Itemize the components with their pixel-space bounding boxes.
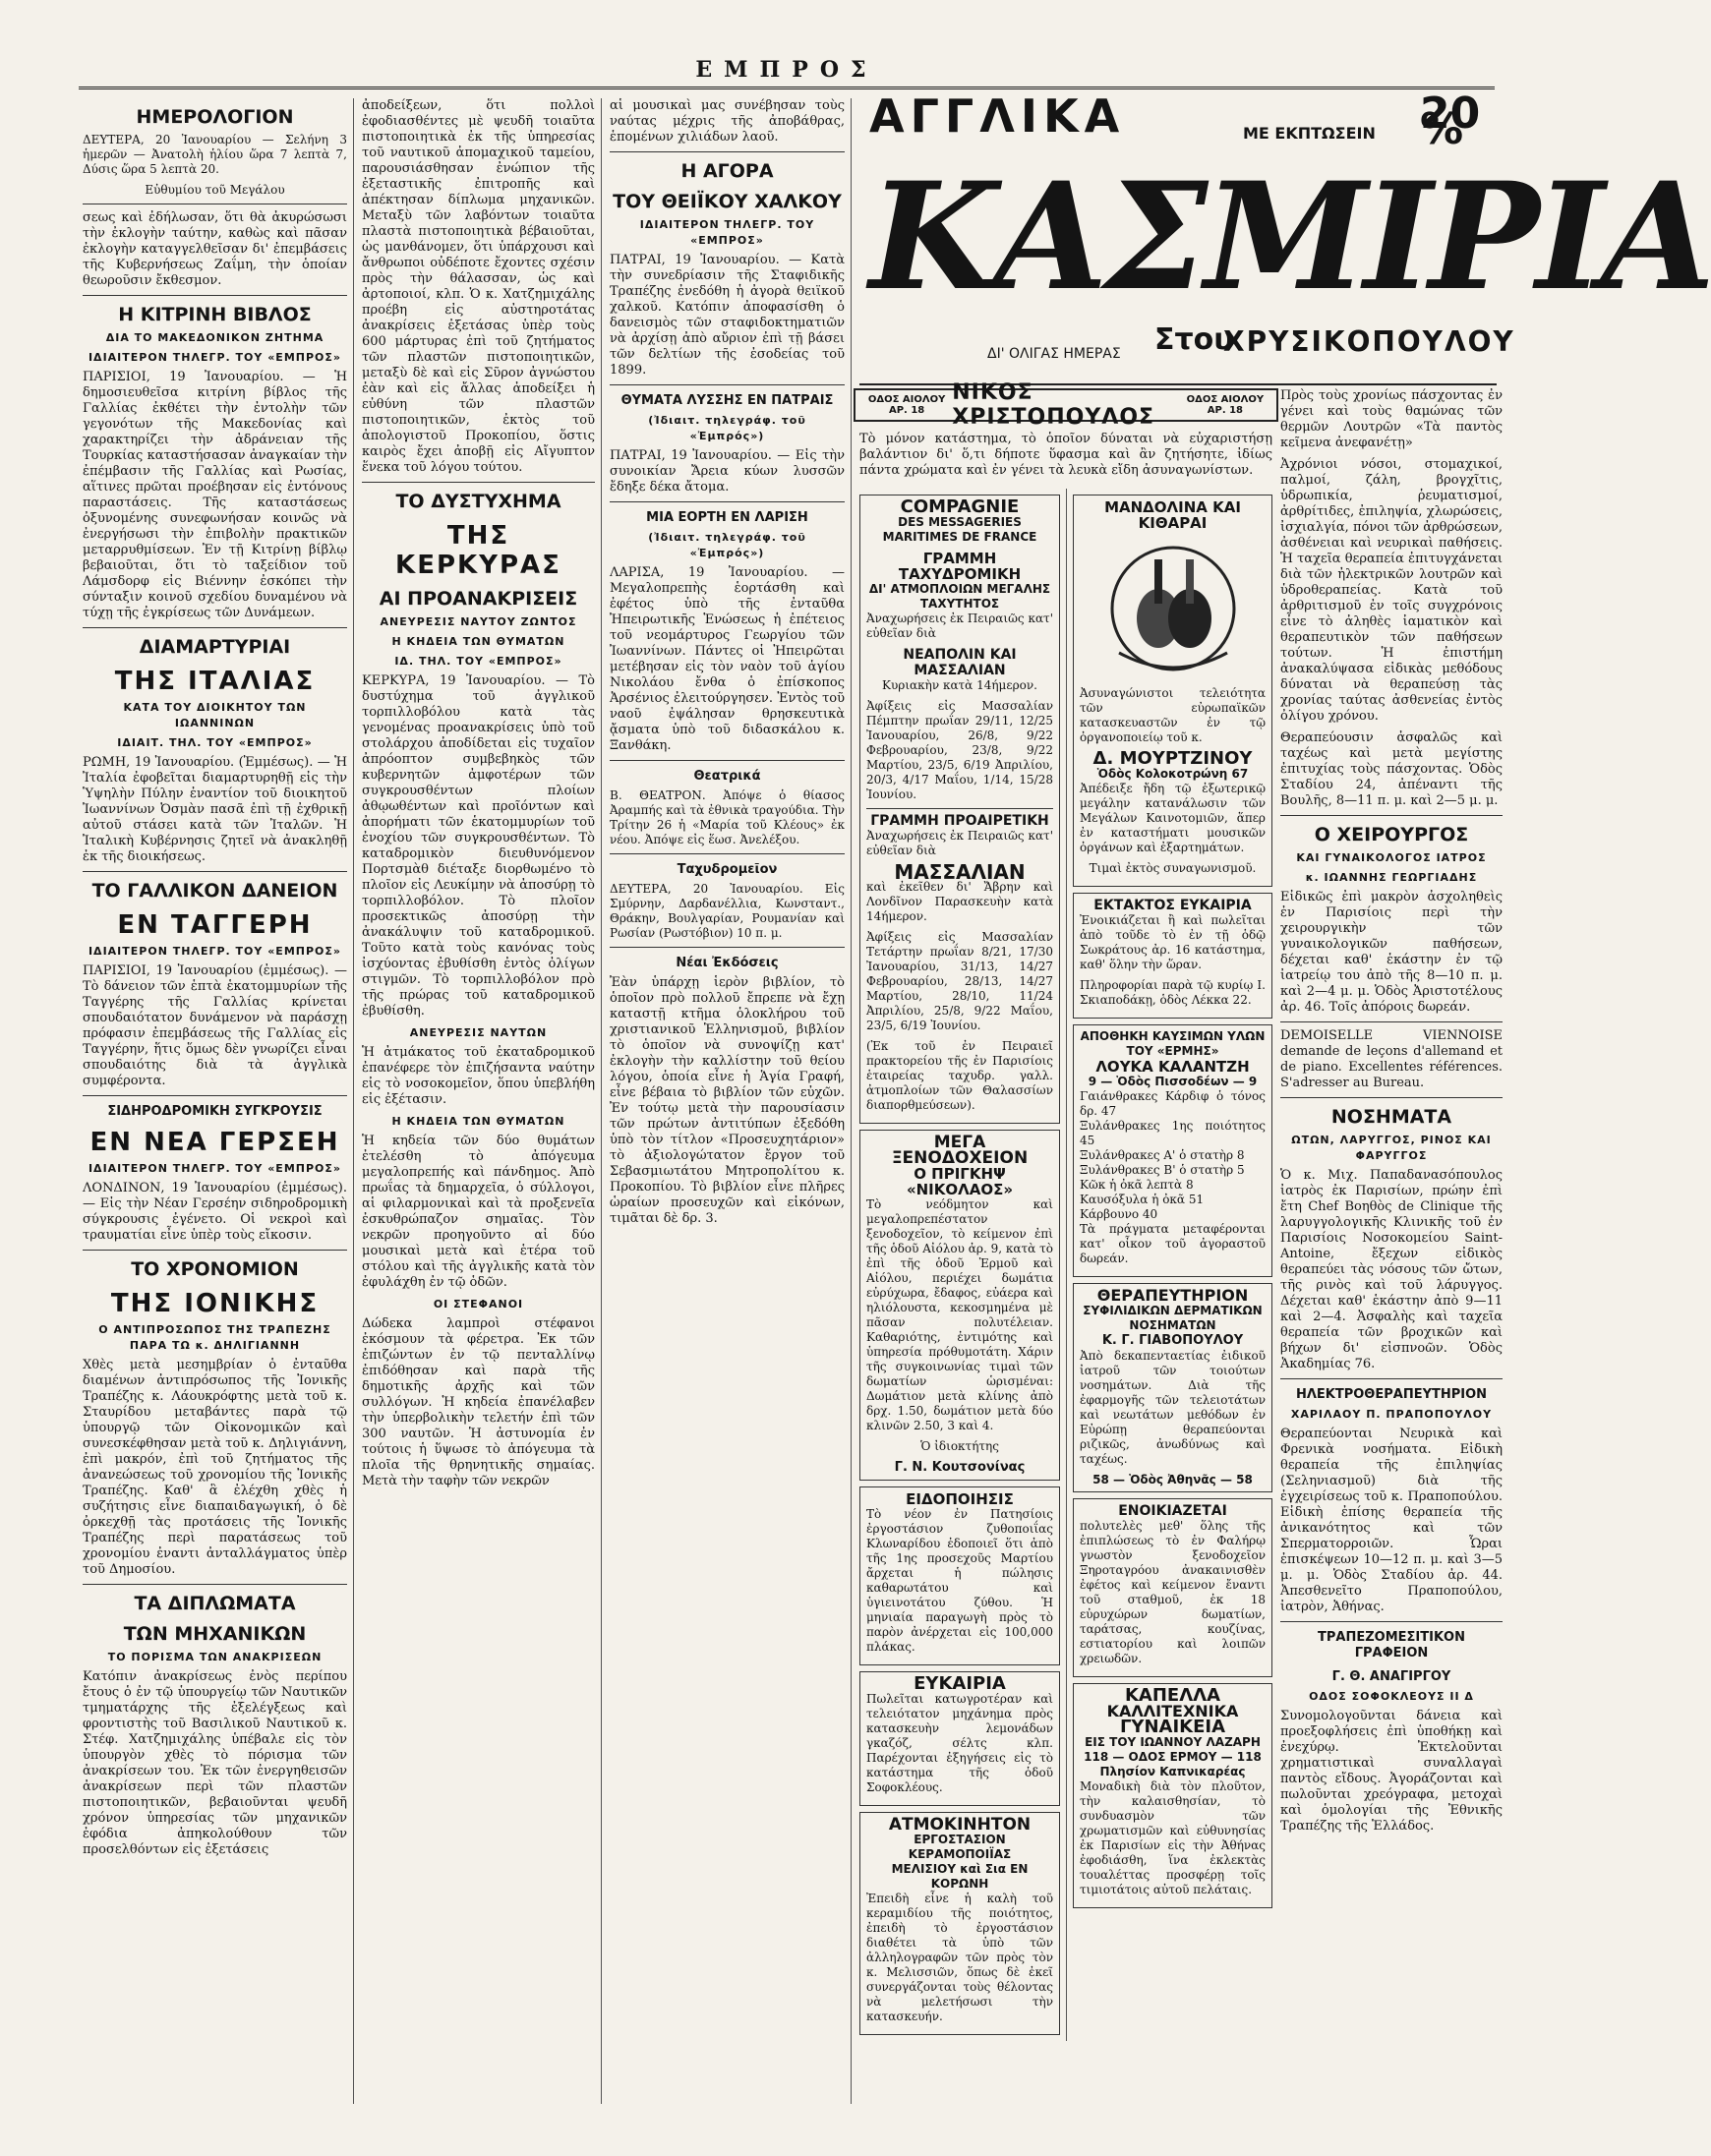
telegram-credit: ΙΔ. ΤΗΛ. ΤΟΥ «ΕΜΠΡΟΣ»: [394, 655, 562, 668]
opportunity-title: ΕΥΚΑΙΡΙΑ: [914, 1673, 1006, 1694]
fuel-price-item: Κῶκ ἡ ὀκᾶ λεπτὰ 8: [1080, 1178, 1194, 1192]
hotel-owner-name: Γ. Ν. Κουτσονίνας: [894, 1460, 1026, 1475]
headline-protests: ΔΙΑΜΑΡΤΥΡΙΑΙ: [139, 636, 291, 658]
destination-naples: ΝΕΑΠΟΛΙΝ ΚΑΙ ΜΑΣΣΑΛΙΑΝ: [903, 647, 1017, 678]
advert-stou: Στου: [1154, 322, 1234, 357]
fuel-price-item: Κάρβουνο 40: [1080, 1207, 1158, 1221]
advert-percent: 20 %: [1420, 88, 1481, 154]
advert-few-days: ΔΙ' ΟΛΙΓΑΣ ΗΜΕΡΑΣ: [987, 346, 1121, 362]
fuel-price-item: Ξυλάνθρακες Α' ὁ στατὴρ 8: [1080, 1148, 1245, 1162]
headline-rabies: ΘΥΜΑΤΑ ΛΥΣΣΗΣ ΕΝ ΠΑΤΡΑΙΣ: [620, 393, 834, 408]
rent-title: ΕΝΟΙΚΙΑΖΕΤΑΙ: [1118, 1503, 1227, 1519]
article-text: ΠΑΤΡΑΙ, 19 Ἰανουαρίου. — Κατὰ τὴν συνεδρίασιν τῆς Σταφιδικῆς Τραπέζης ἐνεδόθη ἡ ἀγορὰ θειϊκοῦ χαλκοῦ. Κατόπιν ἀποφασίσθη ὁ δανεισμὸς τῶν σταφιδοκτηματιῶν νὰ ἀρχίσῃ ἀπὸ αὔριον ἐπὶ τῇ βάσει τῶν δελτίων τῆς ἐσοδείας τοῦ 1899.: [610, 253, 845, 378]
departures-text: Ἀναχωρήσεις ἐκ Πειραιῶς κατ' εὐθεῖαν διὰ: [866, 612, 1053, 640]
address-left: ΟΔΟΣ ΑΙΟΛΟΥ ΑΡ. 18: [867, 394, 946, 416]
notice-title: ΕΙΔΟΠΟΙΗΣΙΣ: [906, 1490, 1014, 1508]
headline-diseases: ΝΟΣΗΜΑΤΑ: [1330, 1106, 1452, 1128]
headline-investigations: ΑΙ ΠΡΟΑΝΑΚΡΙΣΕΙΣ: [379, 588, 578, 610]
nikos-text: Τὸ μόνον κατάστημα, τὸ ὁποῖον δύναται νὰ εὐχαριστήσῃ βαλάντιον δι' ὅ,τι δήποτε ὕφασμα καὶ ἂν ζητήσητε, ἰδίως πάντα χρώματα καὶ ἐν γένει τὰ λευκὰ εἴδη ἀσυναγωνίστων.: [859, 432, 1272, 478]
fuel-owner: ΛΟΥΚΑ ΚΑΛΑΝΤΖΗ: [1095, 1058, 1250, 1076]
mourtzinou-address: Ὁδὸς Κολοκοτρώνη 67: [1096, 767, 1249, 781]
ceramics-subtitle: ΕΡΓΟΣΤΑΣΙΟΝ ΚΕΡΑΜΟΠΟΙΪΑΣ: [908, 1833, 1012, 1861]
fuel-advert: [1073, 1024, 1272, 1277]
clinic-doctor: Κ. Γ. ΓΙΑΒΟΠΟΥΛΟΥ: [1101, 1333, 1244, 1348]
rent-advert: [1073, 1498, 1272, 1677]
hats-address: 118 — ΟΔΟΣ ΕΡΜΟΥ — 118: [1084, 1750, 1262, 1764]
fuel-price-item: Καυσόξυλα ἡ ὀκᾶ 51: [1080, 1193, 1205, 1206]
calendar-text: ΔΕΥΤΕΡΑ, 20 Ἰανουαρίου — Σελήνη 3 ἡμερῶν — Ἀνατολὴ ἡλίου ὥρα 7 λεπτὰ 7, Δύσις ὥρα 5 λεπτὰ 20.: [83, 133, 347, 176]
mourtzinou-name: Δ. ΜΟΥΡΤΖΙΝΟΥ: [1092, 748, 1253, 769]
hotel-text: Τὸ νεόδμητον καὶ μεγαλοπρεπέστατον ξενοδοχεῖον, τὸ κείμενον ἐπὶ τῆς ὁδοῦ Αἰόλου ἀρ. 9, κατὰ τὸ ἐπὶ τῆς ὁδοῦ Ἑρμοῦ καὶ Αἰόλου, περιέχει δωμάτια εὐρύχωρα, ἔδαφος, εὐάερα καὶ ηλιόλουστα, κεκοσμημένα μὲ πᾶσαν πολυτέλειαν. Καθαριότης, ἐντιμότης καὶ ὑπηρεσία πρόθυμοτάτη. Χάριν τῆς συγκοινωνίας τιμαὶ τῶν δωματίων ὡρισμέναι: Δωμάτιον μετὰ κλίνης ἀπὸ δρχ. 1.50, δωμάτιον μετὰ δύο κλινῶν 2.50, 3 καὶ 4.: [866, 1197, 1053, 1432]
mandolin-title: ΜΑΝΔΟΛΙΝΑ ΚΑΙ ΚΙΘΑΡΑΙ: [1104, 498, 1241, 532]
clinic-subtitle: ΣΥΦΙΛΙΔΙΚΩΝ ΔΕΡΜΑΤΙΚΩΝ ΝΟΣΗΜΑΤΩΝ: [1083, 1304, 1263, 1332]
telegram-credit: ΙΔΙΑΙΤΕΡΟΝ ΤΗΛΕΓΡ. ΤΟΥ «ΕΜΠΡΟΣ»: [639, 218, 815, 247]
arrival-dates: Ἀφίξεις εἰς Μασσαλίαν Τετάρτην πρωΐαν 8/21, 17/30 Ἰανουαρίου, 31/13, 14/27 Φεβρουαρίου, 28/13, 14/27 Μαρτίου, 28/10, 11/24 Ἀπριλίου, 25/8, 9/22 Μαΐου, 23/5, 6/19 Ἰουνίου.: [866, 930, 1053, 1032]
telegram-credit: (Ἰδιαιτ. τηλεγράφ. τοῦ «Ἐμπρός»): [648, 414, 806, 442]
subheadline: Ο ΑΝΤΙΠΡΟΣΩΠΟΣ ΤΗΣ ΤΡΑΠΕΖΗΣ ΠΑΡΑ ΤΩ κ. ΔΗΛΙΓΙΑΝΝΗ: [98, 1323, 331, 1352]
address-right: ΟΔΟΣ ΑΙΟΛΟΥ ΑΡ. 18: [1186, 394, 1265, 416]
headline-theatre: Θεατρικά: [693, 769, 761, 784]
subheadline: ΔΙΑ ΤΟ ΜΑΚΕΔΟΝΙΚΟΝ ΖΗΤΗΜΑ: [105, 331, 324, 344]
article-text: ΛΟΝΔΙΝΟΝ, 19 Ἰανουαρίου (ἐμμέσως). — Εἰς τὴν Νέαν Γερσέην σιδηροδρομικὴ σύγκρουσις ἐγένετο. Οἱ νεκροὶ καὶ τραυματίαι εἶνε ὑπὲρ τοὺς εἴκοσιν.: [83, 1181, 347, 1243]
kasmiria-advert: [859, 88, 1711, 385]
article-text: Εἰδικῶς ἐπὶ μακρὸν ἀσχοληθεὶς ἐν Παρισίοις περὶ τὴν χειρουργικὴν τῶν γυναικολογικῶν παθήσεων, δέχεται καθ' ἑκάστην ἐν τῷ ἰατρείῳ του ἀπὸ τῆς 8—10 π. μ. καὶ 2—4 μ. μ. Ὁδὸς Ἀριστοτέλους ἀρ. 46. Τοῖς ἀπόροις δωρεάν.: [1280, 890, 1503, 1015]
ceramics-advert: [859, 1812, 1060, 2035]
notice-advert: [859, 1486, 1060, 1665]
article-text: ΚΕΡΚΥΡΑ, 19 Ἰανουαρίου. — Τὸ δυστύχημα τοῦ ἀγγλικοῦ τορπιλλοβόλου κατὰ τὰς γενομένας προανακρίσεις ὑπὸ τοῦ στολάρχου ἀποδίδεται εἰς τυχαῖον ἀπρόοπτον συμβεβηκὸς τῶν κυβερνητῶν ἀμφοτέρων τῶν συγκρουσθέντων πλοίων ἀθῳωθέντων καὶ προῖόντων καὶ ἀπορήματι τῶν ἑκατομμυρίων τοῦ ἐνοχίου τῶν συγκρουσθέντων. Τὸ καταδρομικὸν διευθυνόμενον Πορτσμὰθ διέταξε διορθωμένο τὸ πλοῖον εἰς Λευκίμην νὰ ἀποσύρῃ τὸ τορπιλλοβόλον. Τὸ πλοῖον προσεκτικῶς ἀποσύρῃ τὴν ἀνακάλυψιν τοῦ καταδρομικοῦ. Τοῦτο κατὰ τοὺς κανόνας τοὺς ἰσχύοντας ἐβυθίσθη ἐντὸς ὀλίγων στιγμῶν. Τὸ τορπιλλοβόλον πρὸ τῆς πρώρας τοῦ καταδρομικοῦ ἐβυθίσθη.: [362, 673, 595, 1019]
article-text: Ἡ ἀτμάκατος τοῦ ἐκαταδρομικοῦ ἐπανέφερε τὸν ἐπιζήσαντα ναύτην εἰς τὸ νοσοκομεῖον, ὅπου ὑπεβλήθη εἰς ἐξέτασιν.: [362, 1045, 595, 1107]
article-text: Συνομολογοῦνται δάνεια καὶ προεξοφλήσεις ἐπὶ ὑποθήκῃ καὶ ἐνεχύρῳ. Ἐκτελοῦνται χρηματιστικαὶ συναλλαγαὶ παντὸς εἴδους. Ἀγοράζονται καὶ πωλοῦνται χρεόγραφα, μετοχαὶ καὶ ὁμολογίαι τῆς Ἐθνικῆς Τραπέζης τῆς Ἑλλάδος.: [1280, 1709, 1503, 1834]
extra-opportunity-info: Πληροφορίαι παρὰ τῷ κυρίῳ Ι. Σκιαποδάκῃ, ὁδὸς Λέκκα 22.: [1080, 978, 1266, 1007]
hotel-owner-label: Ὁ ἰδιοκτήτης: [920, 1439, 999, 1453]
column-1: [77, 98, 354, 2104]
extra-opportunity-text: Ἐνοικιάζεται ἢ καὶ πωλεῖται ἀπὸ τοῦδε τὸ ἐν τῇ ὁδῷ Σωκράτους ἀρ. 16 κατάστημα, καθ' ὅλην τὴν ὥραν.: [1080, 913, 1266, 971]
bank-office-address: ΟΔΟΣ ΣΟΦΟΚΛΕΟΥΣ ΙΙ Δ: [1309, 1690, 1474, 1703]
bank-office-owner: Γ. Θ. ΑΝΑΓΙΡΓΟΥ: [1331, 1669, 1451, 1684]
extra-opportunity-advert: [1073, 893, 1272, 1019]
right-column: [1280, 388, 1503, 2104]
article-text: ΔΕΥΤΕΡΑ, 20 Ἰανουαρίου. Εἰς Σμύρνην, Δαρδανέλλια, Κωνσταντ., Θράκην, Βουλγαρίαν, Ρουμανίαν καὶ Ρωσίαν (Ρωστόβιον) 10 π. μ.: [610, 882, 845, 940]
optional-line-title: ΓΡΑΜΜΗ ΠΡΟΑΙΡΕΤΙΚΗ: [866, 808, 1053, 829]
doctor-name: κ. ΙΩΑΝΝΗΣ ΓΕΩΡΓΙΑΔΗΣ: [1305, 871, 1478, 884]
advert-chrysikopoulou: ΧΡΥΣΙΚΟΠΟΥΛΟΥ: [1223, 325, 1515, 358]
mourtzinou-text: Ἀπέδειξε ἤδη τῷ ἐξωτερικῷ μεγάλην κατανάλωσιν τῶν Μεγάλων Καινοτομιῶν, ἅπερ ἐν καταστήματι μουσικῶν ὀργάνων καὶ ἐξαρτημάτων.: [1080, 782, 1266, 854]
headline-copper: ΤΟΥ ΘΕΙΪΚΟΥ ΧΑΛΚΟΥ: [613, 191, 842, 212]
headline-italy: ΤΗΣ ΙΤΑΛΙΑΣ: [114, 667, 316, 696]
column-3: [604, 98, 852, 2104]
telegram-credit: (Ἰδιαιτ. τηλεγράφ. τοῦ «Ἐμπρός»): [648, 531, 806, 559]
headline-railway-collision: ΣΙΔΗΡΟΔΡΟΜΙΚΗ ΣΥΓΚΡΟΥΣΙΣ: [107, 1104, 323, 1119]
article-text: Β. ΘΕΑΤΡΟΝ. Ἀπόψε ὁ θίασος Ἀραμπής καὶ τὰ ἐθνικὰ τραγούδια. Τὴν Τρίτην 26 ἡ «Μαρία τοῦ Κλέους» ἐκ νέου. Ἀπόψε εἰς ἕωσ. Ἀνελέξου.: [610, 788, 845, 846]
subheadline: Η ΚΗΔΕΙΑ ΤΩΝ ΘΥΜΑΤΩΝ: [391, 635, 565, 648]
fuel-subtitle: ΤΟΥ «ΕΡΜΗΣ»: [1126, 1044, 1219, 1058]
arrival-dates: Ἀφίξεις εἰς Μασσαλίαν Πέμπτην πρωΐαν 29/11, 12/25 Ἰανουαρίου, 26/8, 9/22 Φεβρουαρίου, 23/8, 9/22 Μαρτίου, 23/5, 6/19 Ἀπριλίου, 20/3, 4/17 Μαΐου, 1/14, 15/28 Ἰουνίου.: [866, 699, 1053, 801]
extra-opportunity-title: ΕΚΤΑΚΤΟΣ ΕΥΚΑΙΡΙΑ: [1093, 898, 1252, 913]
line-title: ΓΡΑΜΜΗ ΤΑΧΥΔΡΟΜΙΚΗ: [898, 550, 1022, 583]
headline-ionian: ΤΗΣ ΙΟΝΙΚΗΣ: [110, 1289, 320, 1318]
schedule-text: Κυριακὴν κατὰ 14ήμερον.: [882, 678, 1037, 692]
hotel-advert: [859, 1130, 1060, 1481]
column-2: [356, 98, 602, 2104]
ceramics-title: ΑΤΜΟΚΙΝΗΤΟΝ: [888, 1815, 1032, 1835]
agency-note: (Ἐκ τοῦ ἐν Πειραιεῖ πρακτορείου τῆς ἐν Παρισίοις ἑταιρείας ταχυδρ. γαλλ. ἀτμοπλοίων τῶν Θαλασσίων διαπορθμεύσεων).: [866, 1039, 1053, 1112]
article-text: Ἡ κηδεία τῶν δύο θυμάτων ἐτελέσθη τὸ ἀπόγευμα μεγαλοπρεπής καὶ πάνδημος. Ἀπὸ πρωΐας τὰ δημαρχεῖα, ὁ σύλλογοι, αἱ φιλαρμονικαὶ καὶ τὰ προξενεῖα ἐσκυθρώπαζον σημαῖας. Τὸν νεκρῶν προηγοῦντο αἱ δύο μουσικαὶ μετὰ καὶ ἑτέρα τοῦ στόλου καὶ τῆς ἀγγλικῆς κατὰ τὸν ἐφυλάχθη ἐν τῷ ὁδῶν.: [362, 1134, 595, 1290]
hats-shop: ΕΙΣ ΤΟΥ ΙΩΑΝΝΟΥ ΛΑΖΑΡΗ: [1085, 1735, 1261, 1749]
headline-tangier: ΕΝ ΤΑΓΓΕΡΗ: [117, 910, 313, 940]
middle-adverts: [854, 428, 1278, 2104]
schedule-text: καὶ ἐκεῖθεν δι' Ἄβρην καὶ Λονδῖνον Παρασκευὴν κατὰ 14ήμερον.: [866, 880, 1053, 923]
headline-electrotherapy: ΗΛΕΚΤΡΟΘΕΡΑΠΕΥΤΗΡΙΟΝ: [1295, 1387, 1488, 1402]
fuel-address: 9 — Ὁδὸς Πισσοδέων — 9: [1088, 1075, 1258, 1088]
subheadline: ΑΝΕΥΡΕΣΙΣ ΝΑΥΤΟΥ ΖΩΝΤΟΣ: [380, 615, 577, 628]
article-text: Χθὲς μετὰ μεσημβρίαν ὁ ἐνταῦθα διαμένων ἀντιπρόσωπος τῆς Ἰονικῆς Τραπέζης κ. Λάουκρόφτης μετὰ τοῦ κ. Σταυρίδου μεταβάντες παρὰ τῷ ὑπουργῷ τῶν Οἰκονομικῶν καὶ συνεσκέφθησαν μετὰ τοῦ κ. Δηλιγιάννη, ἐπὶ μακρόν, ἐπὶ τοῦ ζητήματος τῆς ἀνανεώσεως τοῦ χρονομίου τῆς Ἰονικῆς Τραπέζης. Καθ' ἃ ἐλέχθη χθὲς ἡ συζήτησις εἶνε διαπαιδαγωγική, ὁ δὲ ὀρκεχθῇ τὰς προτάσεις τῆς Ἰονικῆς Τραπέζης περὶ παρατάσεως τοῦ χρονομίου ἐναντι ἀνταλλάγματος ὑπὲρ τοῦ Δημοσίου.: [83, 1358, 347, 1577]
advert-kasmiria: ΚΑΣΜΙΡΙΑ: [869, 150, 1711, 323]
subheadline: ΚΑΙ ΓΥΝΑΙΚΟΛΟΓΟΣ ΙΑΤΡΟΣ: [1296, 851, 1487, 864]
compagnie-title: COMPAGNIE: [900, 496, 1020, 517]
hats-text: Μοναδικὴ διὰ τὸν πλοῦτον, τὴν καλαισθησίαν, τὸ συνδυασμὸν τῶν χρωματισμῶν καὶ εὐθυνησίας ἐκ Παρισίων εἰς τὴν Ἀθήνας ἐφοδιάσθη, ἵνα ἐκλεκτὰς τουαλέττας προσφέρῃ τοῖς τιμιοτάτοις αὐτοῦ πελάταις.: [1080, 1779, 1266, 1896]
article-text: ΛΑΡΙΣΑ, 19 Ἰανουαρίου. — Μεγαλοπρεπὴς ἑορτάσθη καὶ ἐφέτος ὑπὸ τῆς ἐνταῦθα Ἠπειρωτικῆς Ἑνώσεως ἡ ἐπέτειος τοῦ νεομάρτυρος Γεωργίου τῶν Ἰωαννίνων. Πάντες οἱ Ἠπειρῶται μετέβησαν εἰς τὸν ναὸν τοῦ ἁγίου Νικολάου ἔνθα ὁ ἐπίσκοπος Ἀρσένιος ἐλειτούργησεν. Ἐντὸς τοῦ ναοῦ ἐψάλησαν θρησκευτικὰ ᾄσματα ὑπὸ τοῦ διδασκάλου κ. Ξανθάκη.: [610, 565, 845, 753]
article-text: ΠΑΡΙΣΙΟΙ, 19 Ἰανουαρίου (ἐμμέσως). — Τὸ δάνειον τῶν ἑπτὰ ἑκατομμυρίων τῆς Ταγγέρης τῆς Γαλλίας κρίνεται σπουδαιότατον δυνάμενον νὰ παράσχῃ πρόφασιν ἐπεμβάσεως τῆς Γαλλίας εἰς Ταγγέρην, ἥτις ὅμως δὲν γνωρίζει εἶναι σπουδαιότης διὰ τὰ ἀγγλικὰ συμφέροντα.: [83, 963, 347, 1088]
fuel-price-item: Ξυλάνθρακες Β' ὁ στατὴρ 5: [1080, 1163, 1245, 1177]
subheadline: ΚΑΤΑ ΤΟΥ ΔΙΟΙΚΗΤΟΥ ΤΩΝ ΙΩΑΝΝΙΝΩΝ: [123, 701, 307, 729]
mandolin-advert: [1073, 495, 1272, 887]
clinic-title: ΘΕΡΑΠΕΥΤΗΡΙΟΝ: [1096, 1286, 1249, 1305]
article-text: ΠΑΡΙΣΙΟΙ, 19 Ἰανουαρίου. — Ἡ δημοσιευθεῖσα κιτρίνη βίβλος τῆς Γαλλίας ἐκθέτει τὴν ἐντολὴν τῶν γεγονότων τῆς Μακεδονίας καὶ χαρακτηρίζει τὴν ἀδράνειαν τῆς Τουρκίας καταστήσασαν ἀναγκαίαν τὴν ἐπέμβασιν τῆς Γαλλίας καὶ Ρωσίας, αἵτινες πρῶται προέβησαν εἰς ἐντόνους παραστάσεις. Τῆς καταστάσεως ὀξυνομένης συνεφωνήσαν κοινῶς νὰ ἐνεργήσωσι τὴν ἐπιβολὴν πρακτικῶν μεταρρυθμίσεων. Ἐν τῇ Κιτρίνῃ βίβλῳ βεβαιοῦται, ὅτι τὸ ταξείδιον τοῦ Λάμσδορφ εἰς Βιέννην ἐσκόπει τὴν σύνταξιν κοινοῦ σχεδίου δυναμένου νὰ τύχῃ τῆς ἐγκρίσεως τῶν Δυνάμεων.: [83, 370, 347, 620]
headline-new-jersey: ΕΝ ΝΕΑ ΓΕΡΣΕΗ: [89, 1128, 340, 1157]
headline-larisa-feast: ΜΙΑ ΕΟΡΤΗ ΕΝ ΛΑΡΙΣΗ: [646, 510, 808, 525]
article-text: ἀποδείξεων, ὅτι πολλοὶ ἐφοδιασθέντες μὲ ψευδῆ τοιαῦτα πιστοποιητικὰ ἐκ τῆς ὑπηρεσίας τοῦ ναυτικοῦ ἀπομαχικοῦ ταμείου, παρουσιάσθησαν ἐνώπιον τῆς ἐξεταστικῆς ἐπιτροπῆς καὶ ἀπέκτησαν δίπλωμα μηχανικῶν. Μεταξὺ τῶν λαβόντων τοιαῦτα πλαστὰ πιστοποιητικὰ βέβαιοῦται, ὡς μανθάνομεν, ὅτι ὑπάρχουσι καὶ ἄνθρωποι οὐδέποτε ἔχοντες σχέσιν πρὸς τὴν θάλασσαν, ὡς καὶ ἀρτοποιοί, κλπ. Ὁ κ. Χατζημιχάλης προέβη εἰς αὐστηροτάτας ἀνακρίσεις ἐξετάσας ὑπὲρ τοὺς 600 μάρτυρας ἐπὶ τοῦ ζητήματος τῶν πλαστῶν πιστοποιητικῶν, μεταξὺ δὲ καὶ εἰς Σῦρον ἀγνώστου ἐὰν καὶ εἰς ἄλλας ἀποδείξει ἡ εὐθύνη τῶν πλαστῶν πιστοποιητικῶν, ἐκτὸς τοῦ ἀπολογιστοῦ Προκοπίου, ὅστις καιρὸς ἔχει ἀποβῇ εἰς Αἴγυπτον ἕνεκα τοῦ λόγου τούτου.: [362, 98, 595, 475]
clinic-text: Ἀπὸ δεκαπενταετίας ἐιδικοῦ ἰατροῦ τῶν τοιούτων νοσημάτων. Διὰ τῆς ἐφαρμογῆς τῶν τελειοτάτων καὶ νεωτάτων μεθόδων ἐν Εὐρώπῃ θεραπεύονται ριζικῶς, ἀνωδύνως καὶ ταχέως.: [1080, 1349, 1266, 1466]
headline-yellow-book: Η ΚΙΤΡΙΝΗ ΒΙΒΛΟΣ: [118, 304, 312, 325]
article-text: ΠΑΤΡΑΙ, 19 Ἰανουαρίου. — Εἰς τὴν συνοικίαν Ἄρεια κύων λυσσῶν ἔδηξε δέκα ἄτομα.: [610, 448, 845, 495]
fuel-title: ΑΠΟΘΗΚΗ ΚΑΥΣΙΜΩΝ ΥΛΩΝ: [1080, 1029, 1266, 1043]
advert-discount-label: ΜΕ ΕΚΠΤΩΣΕΙΝ: [1243, 124, 1376, 143]
masthead: ΕΜΠΡΟΣ: [79, 57, 1495, 89]
hotel-title: ΜΕΓΑ ΞΕΝΟΔΟΧΕΙΟΝ: [891, 1133, 1029, 1168]
telegram-credit: ΙΔΙΑΙΤΕΡΟΝ ΤΗΛΕΓΡ. ΤΟΥ «ΕΜΠΡΟΣ»: [88, 945, 342, 958]
headline-accident: ΤΟ ΔΥΣΤΥΧΗΜΑ: [395, 491, 561, 512]
fuel-price-item: Ξυλάνθρακες 1ης ποιότητος 45: [1080, 1119, 1266, 1147]
article-text: Ἐὰν ὑπάρχῃ ἱερὸν βιβλίον, τὸ ὁποῖον πρὸ πολλοῦ ἔπρεπε νὰ ἔχῃ καταστῇ κτῆμα ὁλοκλήρου τοῦ χριστιανικοῦ Ἑλληνισμοῦ, βιβλίον τὸ ὁποῖον νὰ συνοψίζῃ κατ' ἐκλογὴν τὴν καλλίστην τοῦ θείου λόγου, ὁποία εἶνε ἡ Ἁγία Γραφή, εἶνε βέβαια τὸ βιβλίον τῶν εὐχῶν. Ἐν τούτῳ μετὰ τὴν παρουσίασιν τῶν πρώτων ἀντιτύπων ἐξεδόθη ὑπὸ τὸν τίτλον «Προσευχητάριον» τὸ ἀξιολογώτατον ἔργον τοῦ Σεβασμιωτάτου Μητροπολίτου κ. Προκοπίου. Τὸ βιβλίον εἶνε πλῆρες ὡραίων προσευχῶν καὶ εἰκόνων, τιμᾶται δὲ δρ. 3.: [610, 975, 845, 1226]
article-text: αἱ μουσικαὶ μας συνέβησαν τοὺς ναύτας μέχρις τῆς ἀποβάθρας, ἑπομένων χιλιάδων λαοῦ.: [610, 98, 845, 145]
subheadline: ΟΙ ΣΤΕΦΑΝΟΙ: [433, 1298, 524, 1311]
headline-calendar: ΗΜΕΡΟΛΟΓΙΟΝ: [136, 106, 294, 128]
mourtzinou-price: Τιμαὶ ἐκτὸς συναγωνισμοῦ.: [1089, 861, 1257, 875]
mandolin-emblem-icon: [1099, 535, 1247, 682]
hats-advert: [1073, 1683, 1272, 1908]
article-text: Θεραπεύονται Νευρικὰ καὶ Φρενικὰ νοσήματα. Εἰδικὴ θεραπεία τῆς ἐπιληψίας (Σεληνιασμοῦ) διὰ τῆς ἐγχειρίσεως τοῦ κ. Πραποπούλου. Εἰδικὴ ἐπίσης θεραπεία τῆς ἀνικανότητος καὶ τῶν Σπερματορροιῶν. Ὧραι ἐπισκέψεων 10—12 π. μ. καὶ 3—5 μ. μ. Ὁδὸς Σταδίου ἀρ. 44. Ἀπεσθενεῖτο Πραποπούλου, ἰατρὸν, Ἀθήνας.: [1280, 1427, 1503, 1614]
ceramics-text: Ἐπειδὴ εἶνε ἡ καλὴ τοῦ κεραμιδίου τῆς ποιότητος, ἐπειδὴ τὸ ἐργοστάσιον διαθέτει τὰ ὑπὸ τῶν ἀλληλογραφῶν τῶν πρὸς τὸν κ. Μελισσιῶν, ὅπως δὲ ἐκεῖ συνεργάζονται τοὺς θέλοντας νὰ μελετήσωσι τὴν κατασκευήν.: [866, 1892, 1053, 2023]
headline-bank-office: ΤΡΑΠΕΖΟΜΕΣΙΤΙΚΟΝ ΓΡΑΦΕΙΟΝ: [1318, 1630, 1465, 1661]
headline-diplomas: ΤΑ ΔΙΠΛΩΜΑΤΑ: [134, 1593, 296, 1614]
hats-near: Πλησίον Καπνικαρέας: [1099, 1765, 1246, 1778]
telegram-credit: ΙΔΙΑΙΤΕΡΟΝ ΤΗΛΕΓΡ. ΤΟΥ «ΕΜΠΡΟΣ»: [88, 1162, 342, 1175]
subheadline: ΧΑΡΙΛΑΟΥ Π. ΠΡΑΠΟΠΟΥΛΟΥ: [1290, 1408, 1493, 1421]
headline-privilege: ΤΟ ΧΡΟΝΟΜΙΟΝ: [131, 1258, 299, 1280]
subheadline: Η ΚΗΔΕΙΑ ΤΩΝ ΘΥΜΑΤΩΝ: [391, 1115, 565, 1128]
headline-french-loan: ΤΟ ΓΑΛΛΙΚΟΝ ΔΑΝΕΙΟΝ: [91, 880, 338, 902]
headline-new-publications: Νέαι Ἐκδόσεις: [676, 956, 779, 970]
fuel-note: Τὰ πράγματα μεταφέρονται κατ' οἶκον τοῦ ἀγοραστοῦ δωρεάν.: [1080, 1222, 1266, 1265]
clinic-advert: [1073, 1283, 1272, 1492]
headline-post: Ταχυδρομεῖον: [677, 862, 778, 877]
telegram-credit: ΙΔΙΑΙΤ. ΤΗΛ. ΤΟΥ «ΕΜΠΡΟΣ»: [117, 736, 313, 749]
article-text: Δώδεκα λαμπροὶ στέφανοι ἐκόσμουν τὰ φέρετρα. Ἐκ τῶν ἐπιζώντων ἐν τῷ πενταλλίνῳ ἐπιδόθησαν καὶ παρὰ τῆς δημοτικῆς ἀρχῆς καὶ τῶν συλλόγων. Ἡ κηδεία ἐπανέλαβεν τὴν ὑπερβολικὴν τελετήν ἐπὶ τῶν 300 ναυτῶν. Ἡ ἀστυνομία ἐν τούτοις ἡ ὕψωσε τὸ ἀπόγευμα τὰ πλοῖα τῆς θρηνητικῆς σημαίας. Μετὰ τὴν ταφὴν τῶν νεκρῶν: [362, 1316, 595, 1488]
headline-surgeon: Ο ΧΕΙΡΟΥΡΓΟΣ: [1314, 824, 1469, 845]
article-text: Πρὸς τοὺς χρονίως πάσχοντας ἐν γένει καὶ τοὺς θαμώνας τῶν θερμῶν Λουτρῶν «Τὰ παντὸς κεῖμενα ἀνεφανέτῃ»: [1280, 388, 1503, 450]
demoiselle-notice: DEMOISELLE VIENNOISE demande de leçons d'allemand et de piano. Excellentes références. S'adresser au Bureau.: [1280, 1028, 1503, 1090]
advert-anglika: ΑΓΓΛΙΚΑ: [869, 89, 1126, 143]
destination-marseille: ΜΑΣΣΑΛΙΑΝ: [894, 860, 1026, 884]
hats-title: ΚΑΠΕΛΛΑ: [1124, 1685, 1221, 1706]
opportunity-text: Πωλεῖται κατωγροτέραν καὶ τελειότατον μηχάνημα πρὸς κατασκευὴν λεμονάδων γκαζόζ, σέλτς κλπ. Παρέχονται ἐξηγήσεις εἰς τὸ κατάστημα τῆς ὁδοῦ Σοφοκλέους.: [866, 1692, 1053, 1794]
article-text: Κατόπιν ἀνακρίσεως ἐνὸς περίπου ἔτους ὁ ἐν τῷ ὑπουργείῳ τῶν Ναυτικῶν τμηματάρχης τῆς ἐξελέγξεως καὶ φροντιστὴς τοῦ Βασιλικοῦ Ναυτικοῦ κ. Στέφ. Χατζημιχάλης ὑπέβαλε εἰς τὸν ὑπουργὸν χθὲς τὸ πόρισμα τῶν ἀνακρίσεων του. Ἐκ τῶν ἐνεργηθεισῶν ἀνακρίσεων περὶ τῶν πλαστῶν πιστοποιητικῶν, βεβαιοῦνται ψευδῆ χρόνον ὑπηρεσίας τῶν μηχανικῶν ἐφόδια ἀπηκολούθουν τῶν προσελθόντων εἰς ἐξετάσεις: [83, 1669, 347, 1857]
fuel-price-list: [1080, 1089, 1266, 1222]
compagnie-subtitle: DES MESSAGERIES MARITIMES DE FRANCE: [882, 515, 1037, 544]
subheadline: ΤΟ ΠΟΡΙΣΜΑ ΤΩΝ ΑΝΑΚΡΙΣΕΩΝ: [107, 1651, 323, 1663]
line-subtitle: ΔΙ' ΑΤΜΟΠΛΟΙΩΝ ΜΕΓΑΛΗΣ ΤΑΧΥΤΗΤΟΣ: [868, 582, 1051, 611]
subheadline: ΩΤΩΝ, ΛΑΡΥΓΓΟΣ, ΡΙΝΟΣ ΚΑΙ ΦΑΡΥΓΓΟΣ: [1291, 1134, 1492, 1162]
article-text: Θεραπεύουσιν ἀσφαλῶς καὶ ταχέως καὶ μετὰ μεγίστης ἐπιτυχίας τοὺς πάσχοντας. Ὁδὸς Σταδίου 24, ἀπέναντι τῆς Βουλῆς, 8—11 π. μ. καὶ 2—5 μ. μ.: [1280, 730, 1503, 808]
hats-artistic: ΚΑΛΛΙΤΕΧΝΙΚΑ: [1106, 1702, 1239, 1720]
calendar-saint: Εὐθυμίου τοῦ Μεγάλου: [145, 183, 285, 197]
article-text: Ὁ κ. Μιχ. Παπαδανασόπουλος ἰατρὸς ἐκ Παρισίων, πρώην ἐπὶ ἔτη Chef Βοηθὸς de Clinique τῆς λαρυγγολογικῆς Κλινικῆς τοῦ ἐν Παρισίοις Νοσοκομείου Saint-Antoine, ἔξεχων εἰδικὸς θεραπεύει τὰς νόσους τῶν ὤτων, τῆς ρινὸς καὶ τοῦ λάρυγγος. Δέχεται καθ' ἑκάστην ἀπὸ 9—11 καὶ 2—4. Ἀσφαλὴς καὶ ταχεῖα θεραπεία τῶν βροχικῶν καὶ βήχων δι' εἰσπνοῶν. Ὁδὸς Ἀκαδημίας 76.: [1280, 1168, 1503, 1371]
shop-name: ΝΙΚΟΣ ΧΡΙΣΤΟΠΟΥΛΟΣ: [952, 380, 1155, 430]
hats-womens: ΓΥΝΑΙΚΕΙΑ: [1119, 1717, 1226, 1737]
telegram-credit: ΙΔΙΑΙΤΕΡΟΝ ΤΗΛΕΓΡ. ΤΟΥ «ΕΜΠΡΟΣ»: [88, 351, 342, 364]
hotel-name: Ο ΠΡΙΓΚΗΨ «ΝΙΚΟΛΑΟΣ»: [906, 1165, 1014, 1198]
clinic-address: 58 — Ὁδὸς Ἀθηνᾶς — 58: [1092, 1473, 1253, 1486]
headline-engineers: ΤΩΝ ΜΗΧΑΝΙΚΩΝ: [123, 1623, 307, 1645]
compagnie-advert: [859, 495, 1060, 1124]
notice-text: Τὸ νέον ἐν Πατησίοις ἐργοστάσιον ζυθοποιΐας Κλωναρίδου ἐδοποιεῖ ὅτι ἀπὸ τῆς 1ης προσεχοῦς Μαρτίου ἄρχεται ἡ πώλησις καθαρωτάτου καὶ ὑγιεινοτάτου ζύθου. Ἡ μηνιαία παραγωγὴ πρὸς τὸ παρὸν ἀνέρχεται εἰς 100,000 πλάκας.: [866, 1507, 1053, 1654]
fuel-price-item: Γαιάνθρακες Κάρδιφ ὁ τόνος δρ. 47: [1080, 1089, 1266, 1118]
headline-corfu: ΤΗΣ ΚΕΡΚΥΡΑΣ: [395, 521, 561, 580]
ceramics-owner: ΜΕΛΙΣΙΟΥ καὶ Σια ΕΝ ΚΟΡΩΝΗ: [891, 1862, 1029, 1891]
opportunity-advert: [859, 1671, 1060, 1806]
article-text: ΡΩΜΗ, 19 Ἰανουαρίου. (Ἐμμέσως). — Ἡ Ἰταλία ἐφοβεῖται διαμαρτυρηθῇ εἰς τὴν Ὑψηλὴν Πύλην ἐναντίον τοῦ διοικητοῦ Ἰωαννίνων Ὀσμὰν πασᾶ ἐπὶ τῇ ἐχθρικῇ αὐτοῦ στάσει κατὰ τῶν Ἰταλῶν. Ἡ Ἰταλικὴ Κυβέρνησις ζητεῖ νὰ ἀνακληθῇ ἐκ τῆς διοικήσεως.: [83, 755, 347, 864]
mandolin-text: Ἀσυναγώνιστοι τελειότητα τῶν εὐρωπαϊκῶν κατασκευαστῶν ἐν τῷ ὀργανοποιείῳ τοῦ κ.: [1080, 686, 1266, 744]
rent-text: πολυτελὲς μεθ' ὅλης τῆς ἐπιπλώσεως τὸ ἐν Φαλήρῳ γνωστὸν ξενοδοχεῖον Ξηροταγρόου ἀνακαινισθὲν ἐφέτος καὶ κείμενον ἔναντι τοῦ σταθμοῦ, ἐκ 18 εὐρυχώρων δωματίων, ταράτσας, κουζίνας, εστιατορίου καὶ λοιπῶν χρειωδῶν.: [1080, 1519, 1266, 1665]
headline-market: Η ΑΓΟΡΑ: [680, 160, 774, 182]
article-text: Ἀχρόνιοι νόσοι, στομαχικοί, παλμοί, ζάλη, βρογχῖτις, ὑδρωπικία, ῥευματισμοί, ἀρθρίτιδες, ἐπιληψία, χλωρώσεις, ἰσχιαλγία, πόνοι τῶν ἀρθρώσεων, ἀσθένειαι καὶ νευρικαὶ παθήσεις. Ἡ ταχεῖα θεραπεία ἐπιτυγχάνεται διὰ τῶν ἠλεκτρικῶν λουτρῶν καὶ ὑδροθεραπείας. Κατὰ τοῦ ἀρθριτισμοῦ ἐν τοῖς συγχρόνοις εἶνε τὸ ἀληθὲς ἰαματικὸν καὶ θεραπευτικὸν τῶν παθήσεων τούτων. Ἡ ἐπιστήμη ἀνακαλύψασα εἰδικὰς μεθόδους δύναται νὰ θεραπεύσῃ τὰς χρονίας ταύτας ἀσθενείας ἐντὸς ὀλίγου χρόνου.: [1280, 457, 1503, 724]
departures-text: Ἀναχωρήσεις ἐκ Πειραιῶς κατ' εὐθεῖαν διὰ: [866, 829, 1053, 857]
article-text: σεως καὶ ἐδήλωσαν, ὅτι θὰ ἀκυρώσωσι τὴν ἐκλογὴν ταύτην, καθὼς καὶ πᾶσαν ἐκλογὴν καταγγελθεῖσαν δι' ἐπεμβάσεις τῆς Κυβερνήσεως Ζαΐμη, τὴν ὁποίαν θεωροῦσιν ἔκθεσμον.: [83, 210, 347, 288]
nikos-christopoulos-advert: [854, 380, 1278, 430]
subheadline: ΑΝΕΥΡΕΣΙΣ ΝΑΥΤΩΝ: [409, 1026, 548, 1039]
